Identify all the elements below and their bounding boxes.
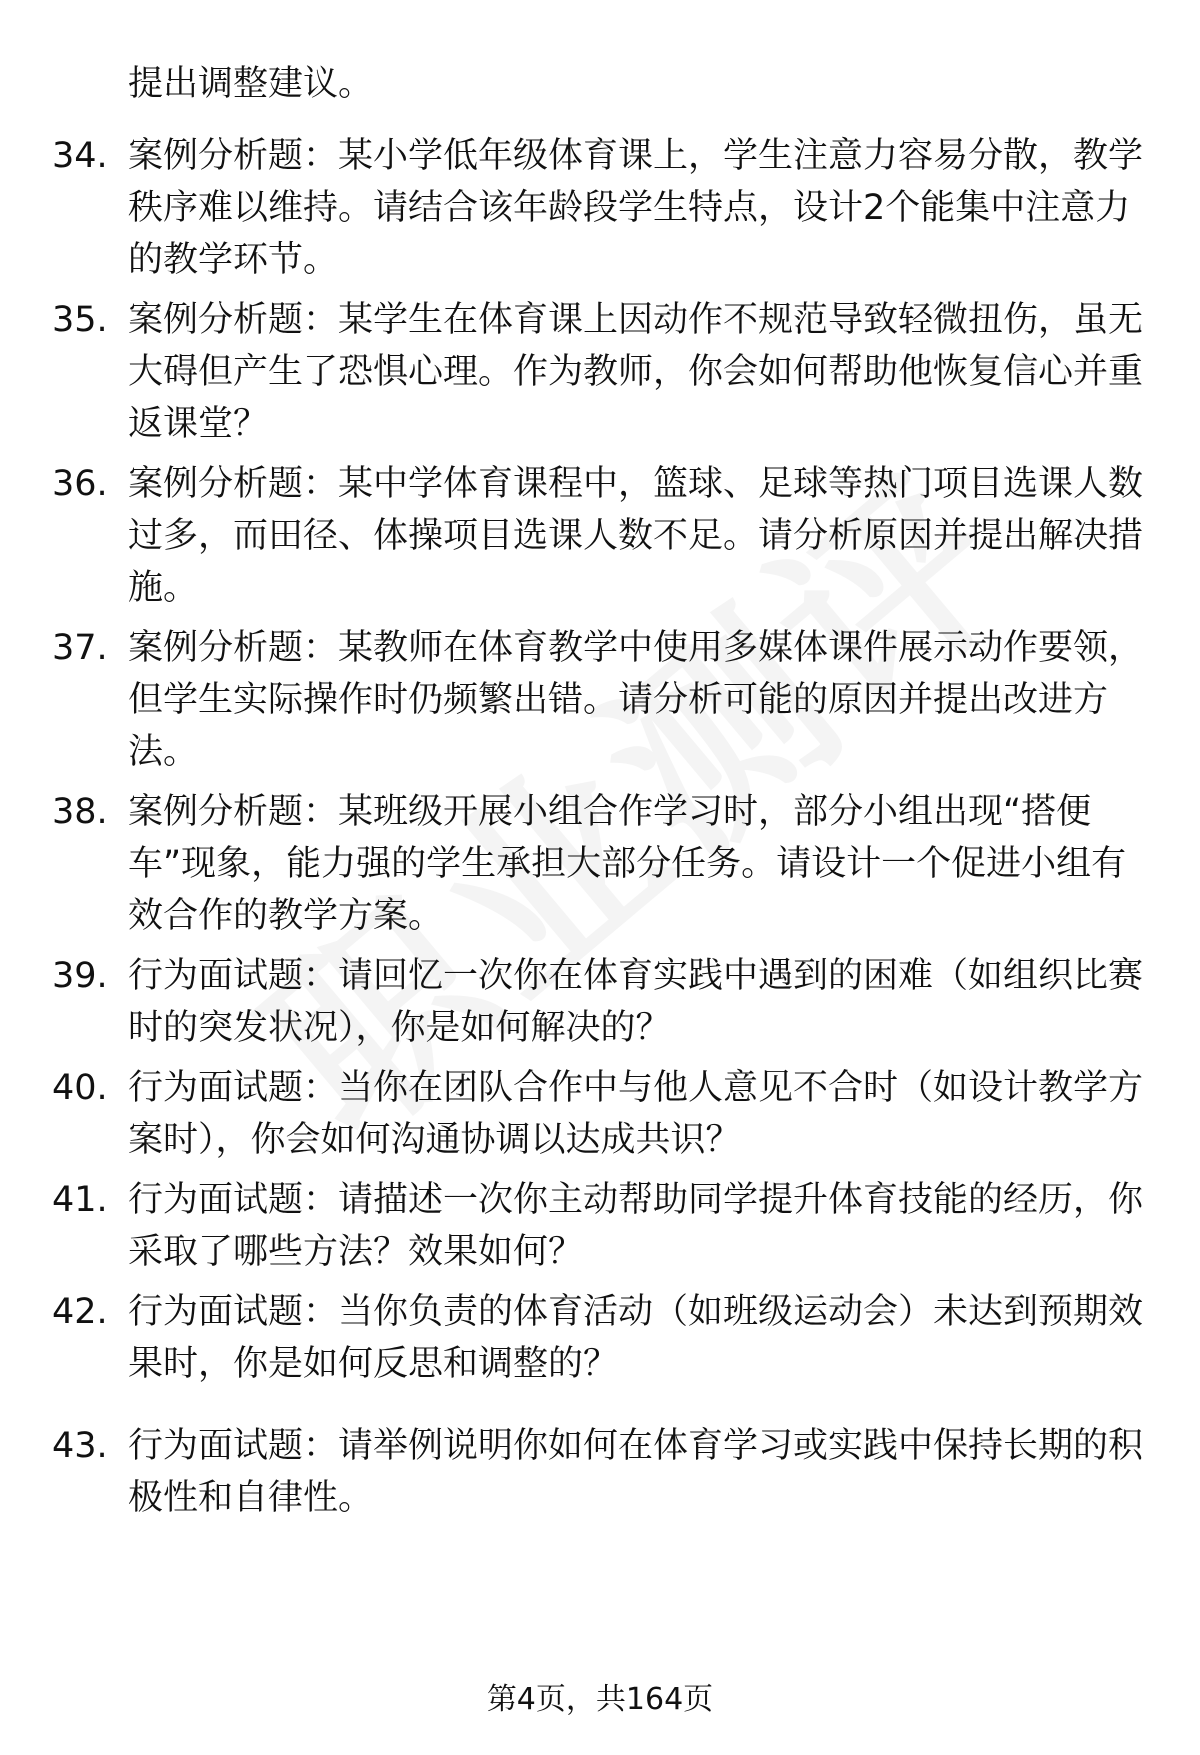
question-text: 行为面试题：请举例说明你如何在体育学习或实践中保持长期的积极性和自律性。 xyxy=(128,1426,1144,1518)
question-text: 行为面试题：请描述一次你主动帮助同学提升体育技能的经历，你采取了哪些方法？效果如何？ xyxy=(128,1180,1144,1272)
question-text: 行为面试题：当你在团队合作中与他人意见不合时（如设计教学方案时），你会如何沟通协调以达成共识？ xyxy=(128,1068,1144,1160)
question-number: 39. xyxy=(52,956,108,996)
question-number: 35. xyxy=(52,300,108,340)
question-text: 案例分析题：某教师在体育教学中使用多媒体课件展示动作要领，但学生实际操作时仍频繁出错。请分析可能的原因并提出改进方法。 xyxy=(128,628,1144,772)
question-number: 42. xyxy=(52,1292,108,1332)
question-number: 40. xyxy=(52,1068,108,1108)
question-text: 案例分析题：某小学低年级体育课上，学生注意力容易分散，教学秩序难以维持。请结合该年龄段学生特点，设计2个能集中注意力的教学环节。 xyxy=(128,136,1144,280)
question-number: 36. xyxy=(52,464,108,504)
question-number: 37. xyxy=(52,628,108,668)
continuation-text: 提出调整建议。 xyxy=(128,64,374,104)
question-text: 案例分析题：某学生在体育课上因动作不规范导致轻微扭伤，虽无大碍但产生了恐惧心理。作为教师，你会如何帮助他恢复信心并重返课堂？ xyxy=(128,300,1144,444)
question-number: 41. xyxy=(52,1180,108,1220)
question-text: 案例分析题：某班级开展小组合作学习时，部分小组出现“搭便车”现象，能力强的学生承担大部分任务。请设计一个促进小组有效合作的教学方案。 xyxy=(128,792,1127,936)
question-number: 34. xyxy=(52,136,108,176)
question-text: 行为面试题：请回忆一次你在体育实践中遇到的困难（如组织比赛时的突发状况），你是如何解决的？ xyxy=(128,956,1144,1048)
question-number: 38. xyxy=(52,792,108,832)
page-footer: 第4页，共164页 xyxy=(486,1682,714,1717)
question-text: 案例分析题：某中学体育课程中，篮球、足球等热门项目选课人数过多，而田径、体操项目选课人数不足。请分析原因并提出解决措施。 xyxy=(128,464,1144,608)
question-text: 行为面试题：当你负责的体育活动（如班级运动会）未达到预期效果时，你是如何反思和调整的？ xyxy=(128,1292,1144,1384)
question-number: 43. xyxy=(52,1426,108,1466)
